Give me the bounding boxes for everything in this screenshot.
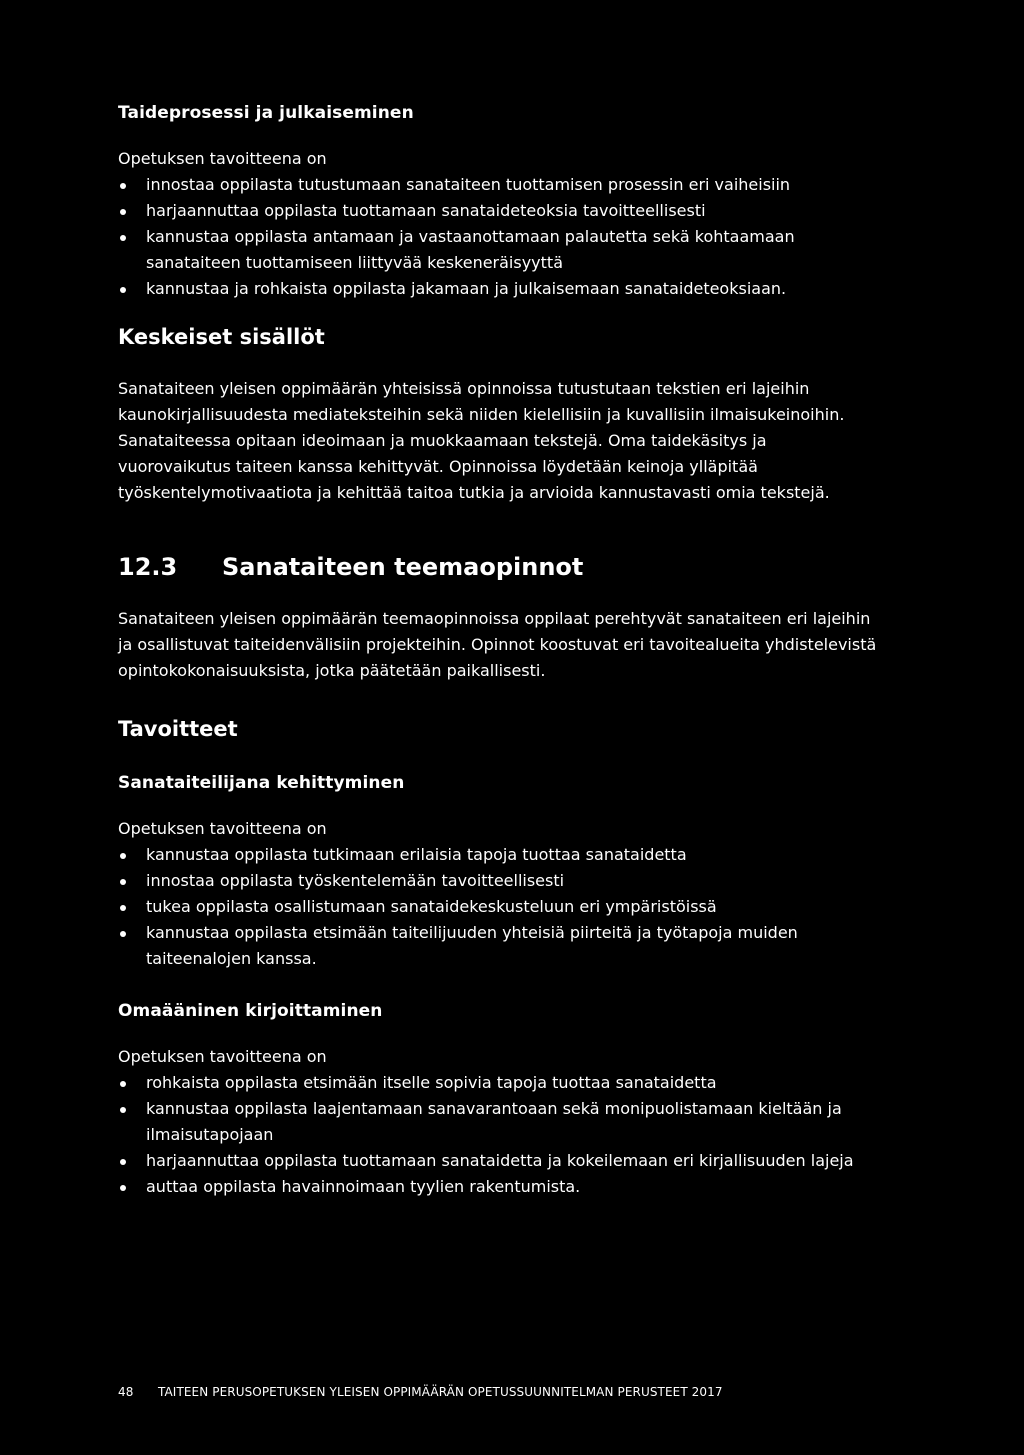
page-footer [118, 1384, 723, 1400]
list-item: innostaa oppilasta tutustumaan sanataiteen tuottamisen prosessin eri vaiheisiin [118, 172, 878, 198]
list-item: kannustaa oppilasta antamaan ja vastaanottamaan palautetta sekä kohtaamaan sanataiteen tuottamiseen liittyvää keskeneräisyyttä [118, 224, 878, 276]
footer-title: TAITEEN PERUSOPETUKSEN YLEISEN OPPIMÄÄRÄN OPETUSSUUNNITELMAN PERUSTEET 2017 [158, 1385, 723, 1399]
intro-text: Opetuksen tavoitteena on [118, 1047, 327, 1066]
intro-text: Opetuksen tavoitteena on [118, 149, 327, 168]
list-item: auttaa oppilasta havainnoimaan tyylien rakentumista. [118, 1174, 878, 1200]
bullet-list [118, 172, 878, 302]
list-item: harjaannuttaa oppilasta tuottamaan sanataideteoksia tavoitteellisesti [118, 198, 878, 224]
chapter-heading [118, 550, 878, 584]
section-heading-taideprosessi: Taideprosessi ja julkaiseminen [118, 103, 414, 123]
bullet-list [118, 842, 878, 972]
chapter-number: 12.3 [118, 553, 178, 581]
list-item: innostaa oppilasta työskentelemään tavoitteellisesti [118, 868, 878, 894]
list-item: kannustaa oppilasta tutkimaan erilaisia tapoja tuottaa sanataidetta [118, 842, 878, 868]
list-item: harjaannuttaa oppilasta tuottamaan sanataidetta ja kokeilemaan eri kirjallisuuden lajeja [118, 1148, 878, 1174]
paragraph-keskeiset-sisallot: Sanataiteen yleisen oppimäärän yhteisissä opinnoissa tutustutaan tekstien eri lajeihin kaunokirjallisuudesta mediateksteihin sekä niiden kielellisiin ja kuvallisiin ilmaisukeinoihin. Sanataiteessa opitaan ideoimaan ja muokkaamaan tekstejä. Oma taidekäsitys ja vuorovaikutus taiteen kanssa kehittyvät. Opinnoissa löydetään keinoja ylläpitää työskentelymotivaatiota ja kehittää taitoa tutkia ja arvioida kannustavasti omia tekstejä. [118, 379, 845, 502]
bullet-list [118, 1070, 878, 1200]
section-heading-keskeiset-sisallot: Keskeiset sisällöt [118, 325, 325, 349]
page-content [118, 100, 878, 1200]
section-heading-omaaaninen: Omaääninen kirjoittaminen [118, 1001, 383, 1021]
list-item: kannustaa oppilasta etsimään taiteilijuuden yhteisiä piirteitä ja työtapoja muiden taiteenalojen kanssa. [118, 920, 878, 972]
list-item: kannustaa ja rohkaista oppilasta jakamaan ja julkaisemaan sanataideteoksiaan. [118, 276, 878, 302]
section-heading-tavoitteet: Tavoitteet [118, 717, 238, 741]
paragraph-teemaopinnot: Sanataiteen yleisen oppimäärän teemaopinnoissa oppilaat perehtyvät sanataiteen eri lajeihin ja osallistuvat taiteidenvälisiin projekteihin. Opinnot koostuvat eri tavoitealueita yhdistelevistä opintokokonaisuuksista, jotka päätetään paikallisesti. [118, 609, 877, 680]
section-heading-sanataiteilijana: Sanataiteilijana kehittyminen [118, 773, 405, 793]
page-number: 48 [118, 1385, 134, 1399]
list-item: kannustaa oppilasta laajentamaan sanavarantoaan sekä monipuolistamaan kieltään ja ilmaisutapojaan [118, 1096, 878, 1148]
chapter-title: Sanataiteen teemaopinnot [222, 553, 584, 581]
list-item: tukea oppilasta osallistumaan sanataidekeskusteluun eri ympäristöissä [118, 894, 878, 920]
list-item: rohkaista oppilasta etsimään itselle sopivia tapoja tuottaa sanataidetta [118, 1070, 878, 1096]
intro-text: Opetuksen tavoitteena on [118, 819, 327, 838]
